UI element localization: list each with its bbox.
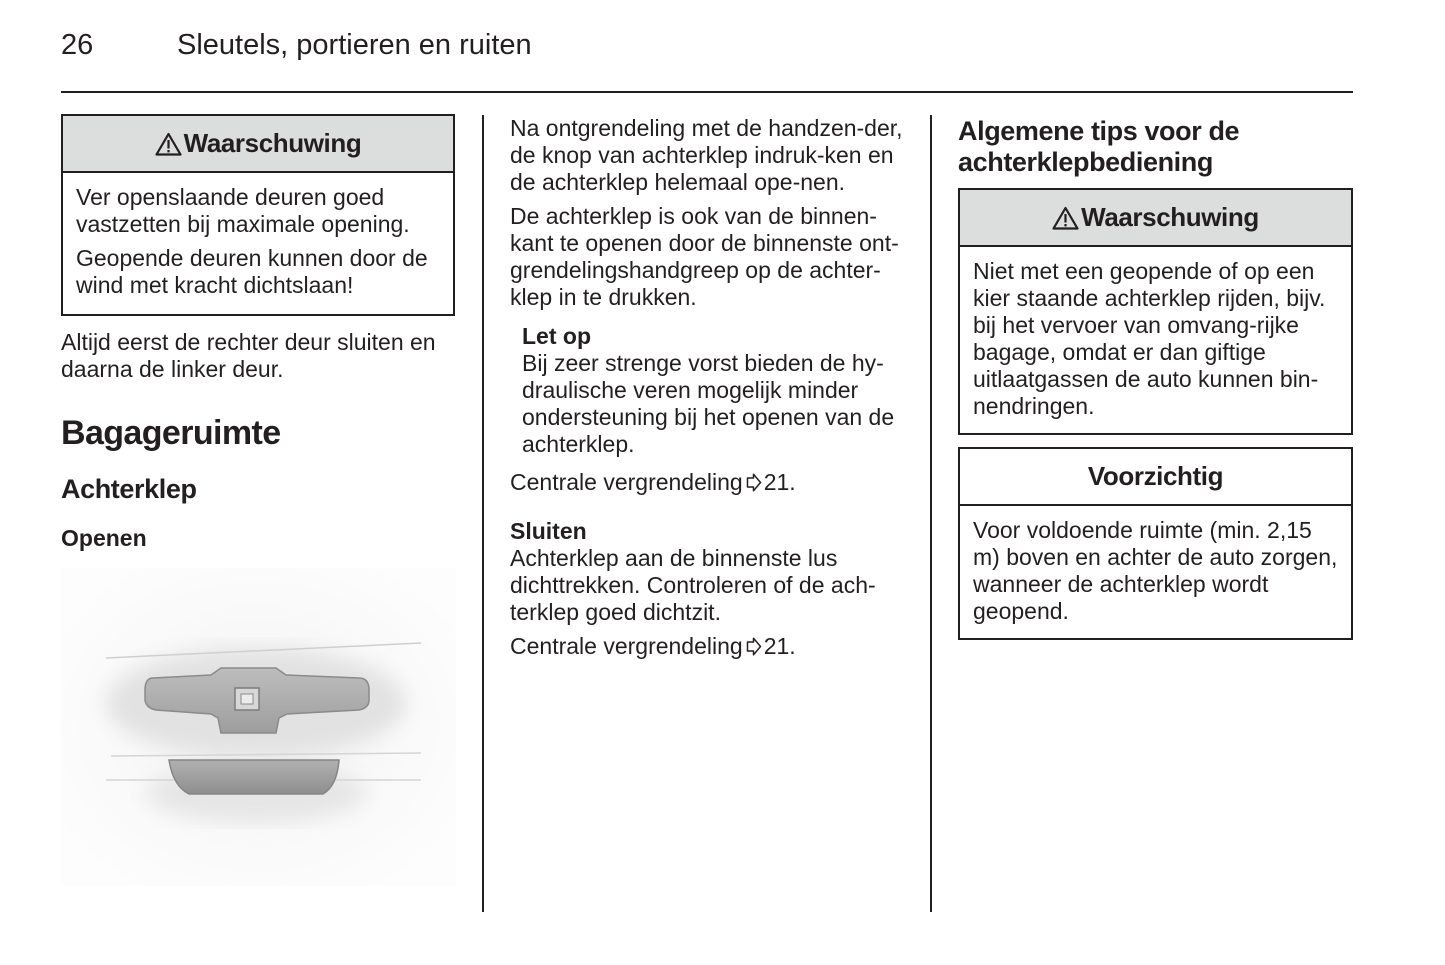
tailgate-handle-illustration	[61, 568, 456, 886]
warning-triangle-icon	[155, 132, 182, 156]
warning-text-1: Ver openslaande deuren goed vastzetten bij maximale opening.	[76, 184, 410, 237]
warning-text-2: Geopende deuren kunnen door de wind met kracht dichtslaan!	[76, 245, 428, 298]
close-instructions: Achterklep aan de binnenste lus dichttrekken. Controleren of de ach-terklep goed dichtzit.	[510, 545, 876, 625]
column-2-content	[510, 115, 910, 662]
column-divider-1	[482, 115, 484, 912]
warning-title: Waarschuwing	[1081, 202, 1259, 232]
note-text: Bij zeer strenge vorst bieden de hy-draulische veren mogelijk minder ondersteuning bij het openen van de achterklep.	[522, 350, 895, 457]
caution-box	[958, 447, 1353, 640]
warning-box-body	[960, 247, 1351, 420]
warning-box-header	[960, 190, 1351, 247]
subsection-heading: Achterklep	[61, 474, 197, 504]
caution-title: Voorzichtig	[1087, 461, 1224, 491]
unlock-instructions: Na ontgrendeling met de handzen-der, de knop van achterklep indruk-ken en de achterklep helemaal ope-nen.	[510, 115, 903, 195]
section-heading: Bagageruimte	[61, 414, 281, 452]
general-tips-heading: Algemene tips voor de achterklepbediening	[958, 116, 1240, 177]
caution-box-header	[960, 449, 1351, 506]
door-close-order-text: Altijd eerst de rechter deur sluiten en daarna de linker deur.	[61, 329, 436, 382]
minor-heading-close: Sluiten	[510, 518, 587, 544]
warning-title: Waarschuwing	[183, 128, 362, 158]
minor-heading-open: Openen	[61, 525, 147, 551]
caution-text: Voor voldoende ruimte (min. 2,15 m) boven en achter de auto zorgen, wanneer de achterklep wordt geopend.	[973, 517, 1338, 624]
column-divider-2	[930, 115, 932, 912]
page-number: 26	[61, 29, 94, 61]
reference-label: Centrale vergrendeling	[510, 469, 743, 495]
central-locking-reference-2	[510, 633, 910, 662]
central-locking-reference-1	[510, 469, 910, 498]
reference-page: 21.	[763, 469, 796, 495]
chapter-title: Sleutels, portieren en ruiten	[177, 29, 532, 61]
warning-box-body	[63, 173, 453, 299]
caution-box-body	[960, 506, 1351, 625]
page-reference-arrow-icon	[746, 471, 762, 498]
warning-triangle-icon	[1052, 206, 1079, 230]
note-block	[522, 323, 910, 458]
header-rule	[61, 91, 1353, 93]
note-title: Let op	[522, 323, 591, 349]
warning-box-doors	[61, 114, 455, 316]
page-reference-arrow-icon	[746, 635, 762, 662]
reference-label: Centrale vergrendeling	[510, 633, 743, 659]
warning-box-header	[63, 116, 453, 173]
warning-box-tailgate	[958, 188, 1353, 435]
warning-text: Niet met een geopende of op een kier staande achterklep rijden, bijv. bij het vervoer van omvang-rijke bagage, omdat er dan giftige uitlaatgassen de auto kunnen bin-nendringen.	[973, 258, 1326, 419]
inside-release-text: De achterklep is ook van de binnen-kant te openen door de binnenste ont-grendelingshandgreep op de achter-klep in te drukken.	[510, 203, 899, 310]
reference-page: 21.	[763, 633, 796, 659]
